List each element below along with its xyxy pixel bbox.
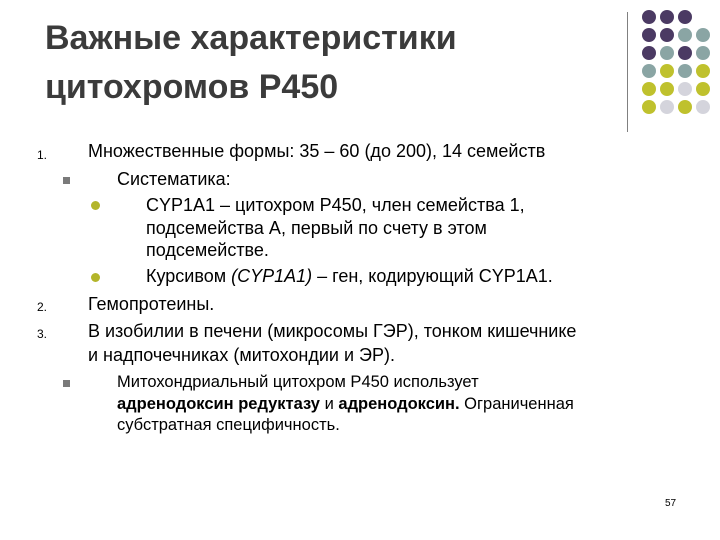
list-item-3-line-2: и надпочечниках (митохондии и ЭР). xyxy=(88,345,395,365)
mito-line-3: субстратная специфичность. xyxy=(117,416,340,434)
title-line-1: Важные характеристики xyxy=(45,19,457,57)
round-bullet-icon xyxy=(91,201,100,210)
square-bullet-icon xyxy=(63,177,70,184)
mito-line-2 xyxy=(117,394,574,414)
mito-after: Ограниченная xyxy=(459,395,574,413)
bullet-italic-prefix: Курсивом xyxy=(146,266,232,286)
square-bullet-icon xyxy=(63,380,70,387)
mito-bold-1: адренодоксин редуктазу xyxy=(117,395,320,413)
list-marker-2: 2. xyxy=(37,300,48,314)
bullet-cyp-line-2: подсемейства А, первый по счету в этом xyxy=(146,218,487,238)
bullet-cyp-line-1: CYP1A1 – цитохром Р450, член семейства 1, xyxy=(146,195,525,215)
bullet-italic-gene xyxy=(146,265,553,287)
page-number: 57 xyxy=(665,498,677,509)
list-item-1-text: Множественные формы: 35 – 60 (до 200), 14 семейств xyxy=(88,141,546,161)
bullet-italic-gene-name: (CYP1A1) xyxy=(231,266,313,286)
round-bullet-icon xyxy=(91,273,100,282)
list-item-3-line-1: В изобилии в печени (микросомы ГЭР), тонком кишечнике xyxy=(88,321,577,341)
sub-item-systematics: Систематика: xyxy=(117,169,231,189)
title-line-2: цитохромов Р450 xyxy=(45,68,339,106)
bullet-italic-suffix: – ген, кодирующий CYP1A1. xyxy=(312,266,553,286)
bullet-cyp-line-3: подсемействе. xyxy=(146,240,269,260)
mito-bold-2: адренодоксин. xyxy=(338,395,460,413)
mito-mid: и xyxy=(320,395,339,413)
mito-line-1: Митохондриальный цитохром Р450 использует xyxy=(117,373,479,391)
list-item-2-text: Гемопротеины. xyxy=(88,294,215,314)
list-marker-1: 1. xyxy=(37,148,48,162)
list-marker-3: 3. xyxy=(37,327,48,341)
